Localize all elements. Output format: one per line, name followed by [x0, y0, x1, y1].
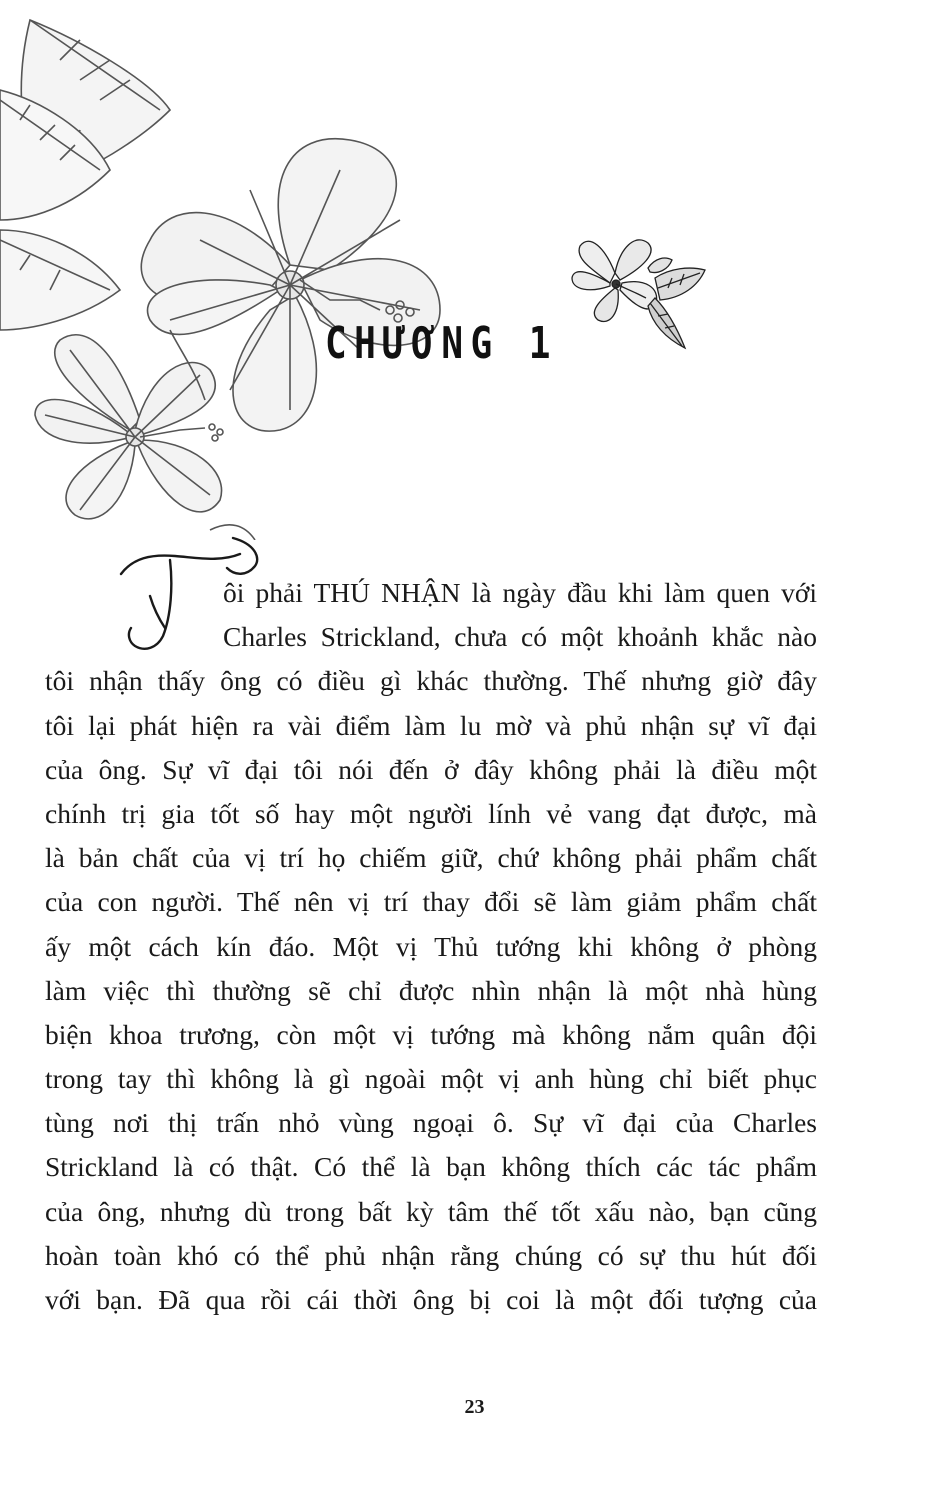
- body-text: [45, 571, 817, 1322]
- text-line: hoàn toàn khó có thể phủ nhận rằng chúng có sự thu hút đối: [45, 1239, 817, 1271]
- text-line: Strickland là có thật. Có thể là bạn không thích các tác phẩm: [45, 1151, 817, 1183]
- text-line: ấy một cách kín đáo. Một vị Thủ tướng khi không ở phòng: [45, 930, 817, 962]
- text-line: tùng nơi thị trấn nhỏ vùng ngoại ô. Sự vĩ đại của Charles: [45, 1107, 817, 1139]
- text-line: chính trị gia tốt số hay một người lính vẻ vang đạt được, mà: [45, 797, 817, 829]
- text-line: làm việc thì thường sẽ chỉ được nhìn nhận là một nhà hùng: [45, 974, 817, 1006]
- text-line: tôi lại phát hiện ra vài điểm làm lu mờ và phủ nhận sự vĩ đại: [45, 709, 817, 741]
- page-number: 23: [464, 1396, 485, 1418]
- text-line: trong tay thì không là gì ngoài một vị anh hùng chỉ biết phục: [45, 1063, 817, 1095]
- text-line: tôi nhận thấy ông có điều gì khác thường. Thế nhưng giờ đây: [45, 665, 817, 697]
- text-line: của ông. Sự vĩ đại tôi nói đến ở đây không phải là điều một: [45, 753, 817, 785]
- text-line: với bạn. Đã qua rồi cái thời ông bị coi là một đối tượng của: [45, 1284, 817, 1315]
- hibiscus-illustration-small: [560, 228, 710, 353]
- text-line: ôi phải THÚ NHẬN là ngày đầu khi làm quen với: [223, 577, 817, 608]
- text-line: của con người. Thế nên vị trí thay đổi sẽ làm giảm phẩm chất: [45, 886, 817, 918]
- text-line: là bản chất của vị trí họ chiếm giữ, chứ không phải phẩm chất: [45, 842, 817, 874]
- chapter-title: CHƯƠNG 1: [325, 318, 558, 369]
- text-line: biện khoa trương, còn một vị tướng mà không nắm quân đội: [45, 1018, 817, 1050]
- text-line: của ông, nhưng dù trong bất kỳ tâm thế tốt xấu nào, bạn cũng: [45, 1195, 817, 1227]
- text-line: Charles Strickland, chưa có một khoảnh khắc nào: [223, 621, 817, 653]
- hibiscus-illustration-large: [0, 0, 480, 540]
